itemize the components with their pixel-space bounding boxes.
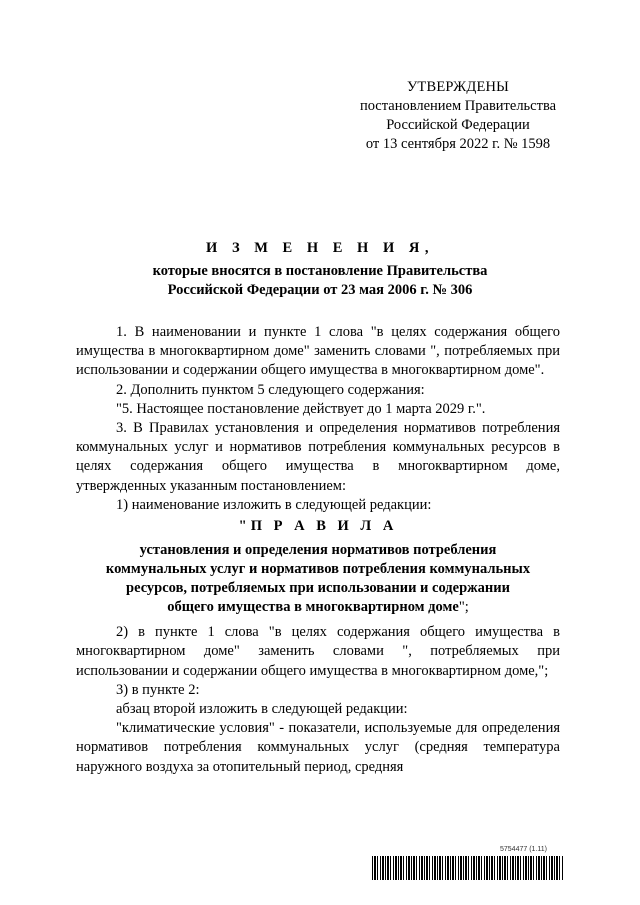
approval-date-number: от 13 сентября 2022 г. № 1598 — [365, 136, 551, 152]
document-title: И З М Е Н Е Н И Я, — [206, 240, 434, 256]
paragraph-1: 1. В наименовании и пункте 1 слова "в целях содержания общего имущества в многоквартирном доме" заменить словами ", потребляемых при использовании и содержании общего имущества в многоквартирном доме". — [76, 324, 560, 379]
approval-line: постановлением Правительства — [359, 98, 557, 114]
document-code: 5754477 (1.11) — [500, 846, 547, 853]
approval-heading: УТВЕРЖДЕНЫ — [406, 79, 510, 95]
rules-title — [76, 541, 560, 617]
subtitle-line: которые вносятся в постановление Правительства — [152, 263, 488, 279]
paragraph-6: 2) в пункте 1 слова "в целях содержания общего имущества в многоквартирном доме" заменить словами ", потребляемых при использовании и содержании общего имущества в многоквартирном доме,"; — [76, 624, 560, 679]
rules-title-line: установления и определения нормативов потребления — [139, 542, 497, 559]
rules-title-line-last — [76, 598, 560, 617]
rules-title-text: общего имущества в многоквартирном доме — [167, 599, 459, 616]
paragraph-5: 1) наименование изложить в следующей редакции: — [116, 496, 432, 513]
paragraph-9: "климатические условия" - показатели, используемые для определения нормативов потребления коммунальных услуг (средняя температура наружного воздуха за отопительный период, средняя — [76, 720, 560, 775]
approval-stamp — [340, 78, 576, 154]
subtitle-line: Российской Федерации от 23 мая 2006 г. № 306 — [167, 282, 473, 298]
approval-line: Российской Федерации — [386, 117, 530, 133]
rules-title-tail: "; — [458, 599, 469, 616]
paragraph-7: 3) в пункте 2: — [116, 681, 200, 698]
rules-title-line: ресурсов, потребляемых при использовании и содержании — [126, 580, 510, 597]
document-body — [76, 323, 560, 777]
rules-title-line: коммунальных услуг и нормативов потребления коммунальных — [105, 561, 531, 578]
paragraph-4: 3. В Правилах установления и определения нормативов потребления коммунальных услуг и нормативов потребления коммунальных ресурсов в целях содержания общего имущества в многоквартирном доме, утвержденных указанным постановлением: — [76, 420, 560, 494]
paragraph-8: абзац второй изложить в следующей редакции: — [116, 701, 408, 718]
paragraph-2: 2. Дополнить пунктом 5 следующего содержания: — [116, 381, 425, 398]
document-subtitle — [80, 262, 560, 300]
paragraph-3: "5. Настоящее постановление действует до 1 марта 2029 г.". — [116, 400, 486, 417]
rules-heading: "П Р А В И Л А — [238, 518, 398, 535]
barcode — [372, 856, 564, 880]
